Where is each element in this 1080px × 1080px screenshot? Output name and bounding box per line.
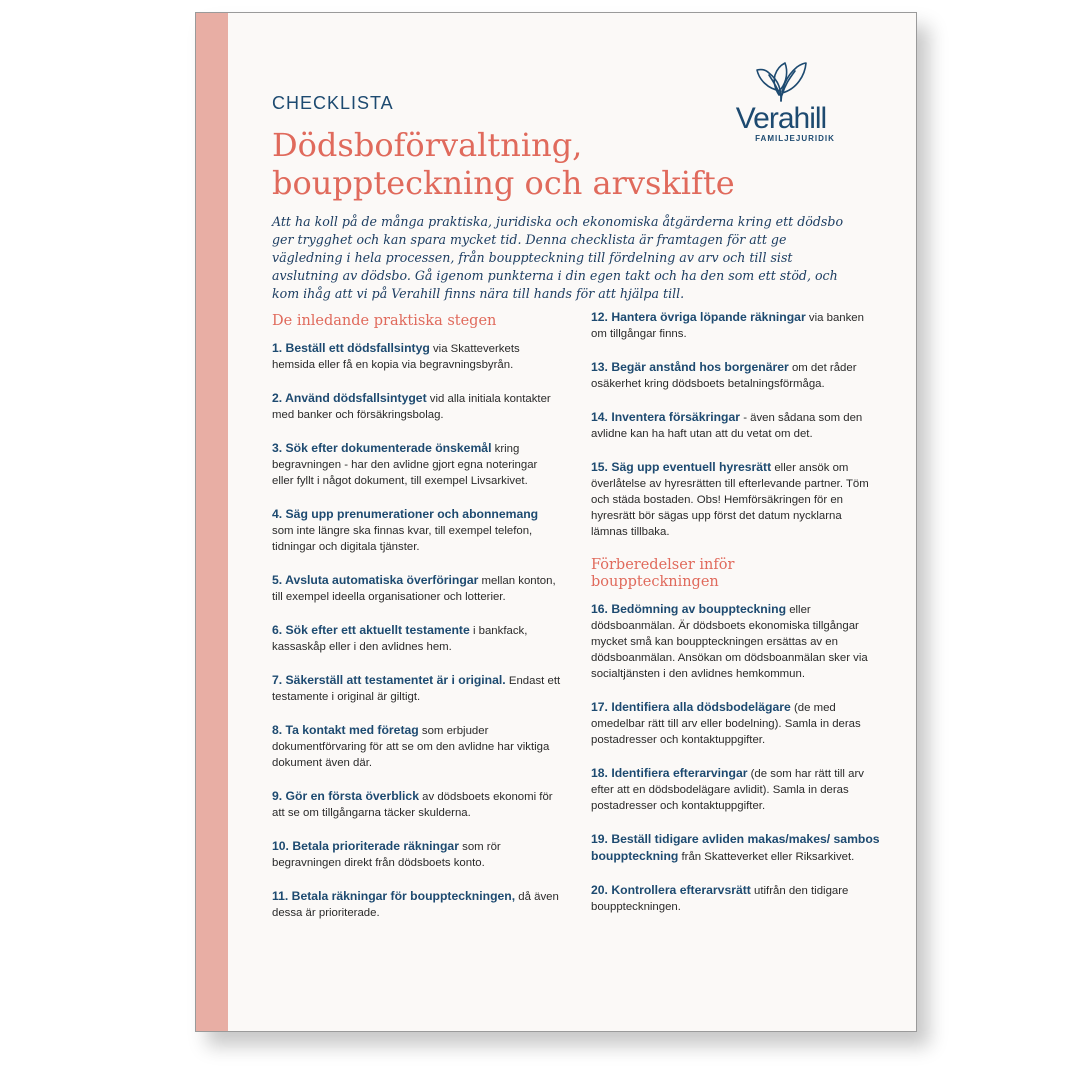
item-text: om det råder osäkerhet kring dödsboets betalningsförmåga. xyxy=(591,362,857,390)
side-accent-stripe xyxy=(196,13,228,1031)
item-text: mellan konton, till exempel ideella organisationer och lotterier. xyxy=(272,575,556,603)
item-text: i bankfack, kassaskåp eller i den avlidnes hem. xyxy=(272,625,528,653)
item-text: kring begravningen - har den avlidne gjort egna noteringar eller fyllt i något dokument, till exempel Livsarkivet. xyxy=(272,443,538,487)
checklist-item xyxy=(272,788,562,821)
item-text: av dödsboets ekonomi för att se om tillgångarna täcker skulderna. xyxy=(272,791,553,819)
logo-wordmark: Verahill xyxy=(735,102,827,135)
item-title: 17. Identifiera alla dödsbodelägare xyxy=(591,700,791,714)
checklist-item xyxy=(272,722,562,771)
item-text: utifrån den tidigare bouppteckningen. xyxy=(591,885,849,913)
left-column xyxy=(272,313,562,938)
item-text: eller ansök om överlåtelse av hyresrätten till efterlevande partner. Töm och städa bostaden. Obs! Hemförsäkringen för en hyresrätt bör sägas upp först det datum nycklarna lämnas tillbaka. xyxy=(591,462,869,538)
item-title: 1. Beställ ett dödsfallsintyg xyxy=(272,341,430,355)
checklist-item xyxy=(272,672,562,705)
logo-tagline: FAMILJEJURIDIK xyxy=(755,134,835,143)
item-title: 19. Beställ tidigare avliden makas/makes/ sambos bouppteckning xyxy=(591,832,880,863)
item-text: - även sådana som den avlidne kan ha haft utan att du vetat om det. xyxy=(591,412,863,440)
checklist-item xyxy=(272,440,562,489)
item-title: 6. Sök efter ett aktuellt testamente xyxy=(272,623,470,637)
intro-paragraph: Att ha koll på de många praktiska, juridiska och ekonomiska åtgärderna kring ett dödsbo ger trygghet och kan spara mycket tid. Denna checklista är framtagen för att ge vägledning i hela processen, från bouppteckning till fördelning av arv och till sist avslutning av dödsbo. Gå igenom punkterna i din egen takt och ha den som ett stöd, och kom ihåg att vi på Verahill finns nära till hands för att hjälpa till. xyxy=(272,214,844,301)
item-text: som rör begravningen direkt från dödsboets konto. xyxy=(272,841,501,869)
item-text: som inte längre ska finnas kvar, till exempel telefon, tidningar och digitala tjänster. xyxy=(272,525,533,553)
item-title: 12. Hantera övriga löpande räkningar xyxy=(591,310,806,324)
item-text: Endast ett testamente i original är giltigt. xyxy=(272,675,561,703)
item-title: 2. Använd dödsfallsintyget xyxy=(272,391,427,405)
document-title xyxy=(272,126,735,202)
item-title: 13. Begär anstånd hos borgenärer xyxy=(591,360,789,374)
item-title: 7. Säkerställ att testamentet är i original. xyxy=(272,673,506,687)
checklist-item xyxy=(591,765,881,814)
checklist-item xyxy=(591,359,881,392)
item-text: från Skatteverket eller Riksarkivet. xyxy=(678,851,855,863)
item-text: vid alla initiala kontakter med banker och försäkringsbolag. xyxy=(272,393,551,421)
checklist-item xyxy=(272,390,562,423)
verahill-logo xyxy=(726,59,836,143)
item-title: 4. Säg upp prenumerationer och abonnemang xyxy=(272,507,539,521)
item-text: eller dödsboanmälan. Är dödsboets ekonomiska tillgångar mycket små kan bouppteckningen ersättas av en dödsboanmälan. Ansökan om dödsboanmälan sker via socialtjänsten i den avlidnes hemkommun. xyxy=(591,604,868,680)
item-title: 20. Kontrollera efterarvsrätt xyxy=(591,883,751,897)
item-text: som erbjuder dokumentförvaring för att se om den avlidne har viktiga dokument även där. xyxy=(272,725,550,769)
checklist-item xyxy=(591,699,881,748)
document-overline: CHECKLISTA xyxy=(272,93,394,113)
checklist-item xyxy=(591,459,881,540)
checklist-item xyxy=(591,882,881,915)
item-title: 11. Betala räkningar för bouppteckningen, xyxy=(272,889,516,903)
item-title: 3. Sök efter dokumenterade önskemål xyxy=(272,441,492,455)
item-title: 18. Identifiera efterarvingar xyxy=(591,766,748,780)
title-line-1: Dödsboförvaltning, xyxy=(272,126,583,164)
checklist-item xyxy=(591,601,881,682)
item-title: 16. Bedömning av bouppteckning xyxy=(591,602,787,616)
checklist-item xyxy=(272,888,562,921)
checklist-page xyxy=(195,12,917,1032)
checklist-item xyxy=(272,340,562,373)
checklist-item xyxy=(272,572,562,605)
title-line-2: bouppteckning och arvskifte xyxy=(272,164,735,202)
checklist-item xyxy=(272,506,562,555)
checklist-item xyxy=(591,831,881,865)
item-title: 10. Betala prioriterade räkningar xyxy=(272,839,459,853)
item-title: 5. Avsluta automatiska överföringar xyxy=(272,573,479,587)
item-text: via banken om tillgångar finns. xyxy=(591,312,864,340)
leaf-logo-icon xyxy=(755,59,807,103)
right-column xyxy=(591,309,881,932)
item-title: 9. Gör en första överblick xyxy=(272,789,419,803)
checklist-item xyxy=(591,409,881,442)
item-title: 15. Säg upp eventuell hyresrätt xyxy=(591,460,772,474)
checklist-item xyxy=(591,309,881,342)
checklist-item xyxy=(272,622,562,655)
section-heading-preparations: Förberedelser inför bouppteckningen xyxy=(591,557,735,590)
item-title: 14. Inventera försäkringar xyxy=(591,410,741,424)
item-text: då även dessa är prioriterade. xyxy=(272,891,559,919)
section-heading-initial-steps: De inledande praktiska stegen xyxy=(272,313,497,329)
checklist-item xyxy=(272,838,562,871)
item-title: 8. Ta kontakt med företag xyxy=(272,723,419,737)
item-text: via Skatteverkets hemsida eller få en kopia via begravningsbyrån. xyxy=(272,343,520,371)
item-text: (de med omedelbar rätt till arv eller bodelning). Samla in deras postadresser och kontaktuppgifter. xyxy=(591,702,861,746)
item-text: (de som har rätt till arv efter att en dödsbodelägare avlidit). Samla in deras postadresser och kontaktuppgifter. xyxy=(591,768,864,812)
